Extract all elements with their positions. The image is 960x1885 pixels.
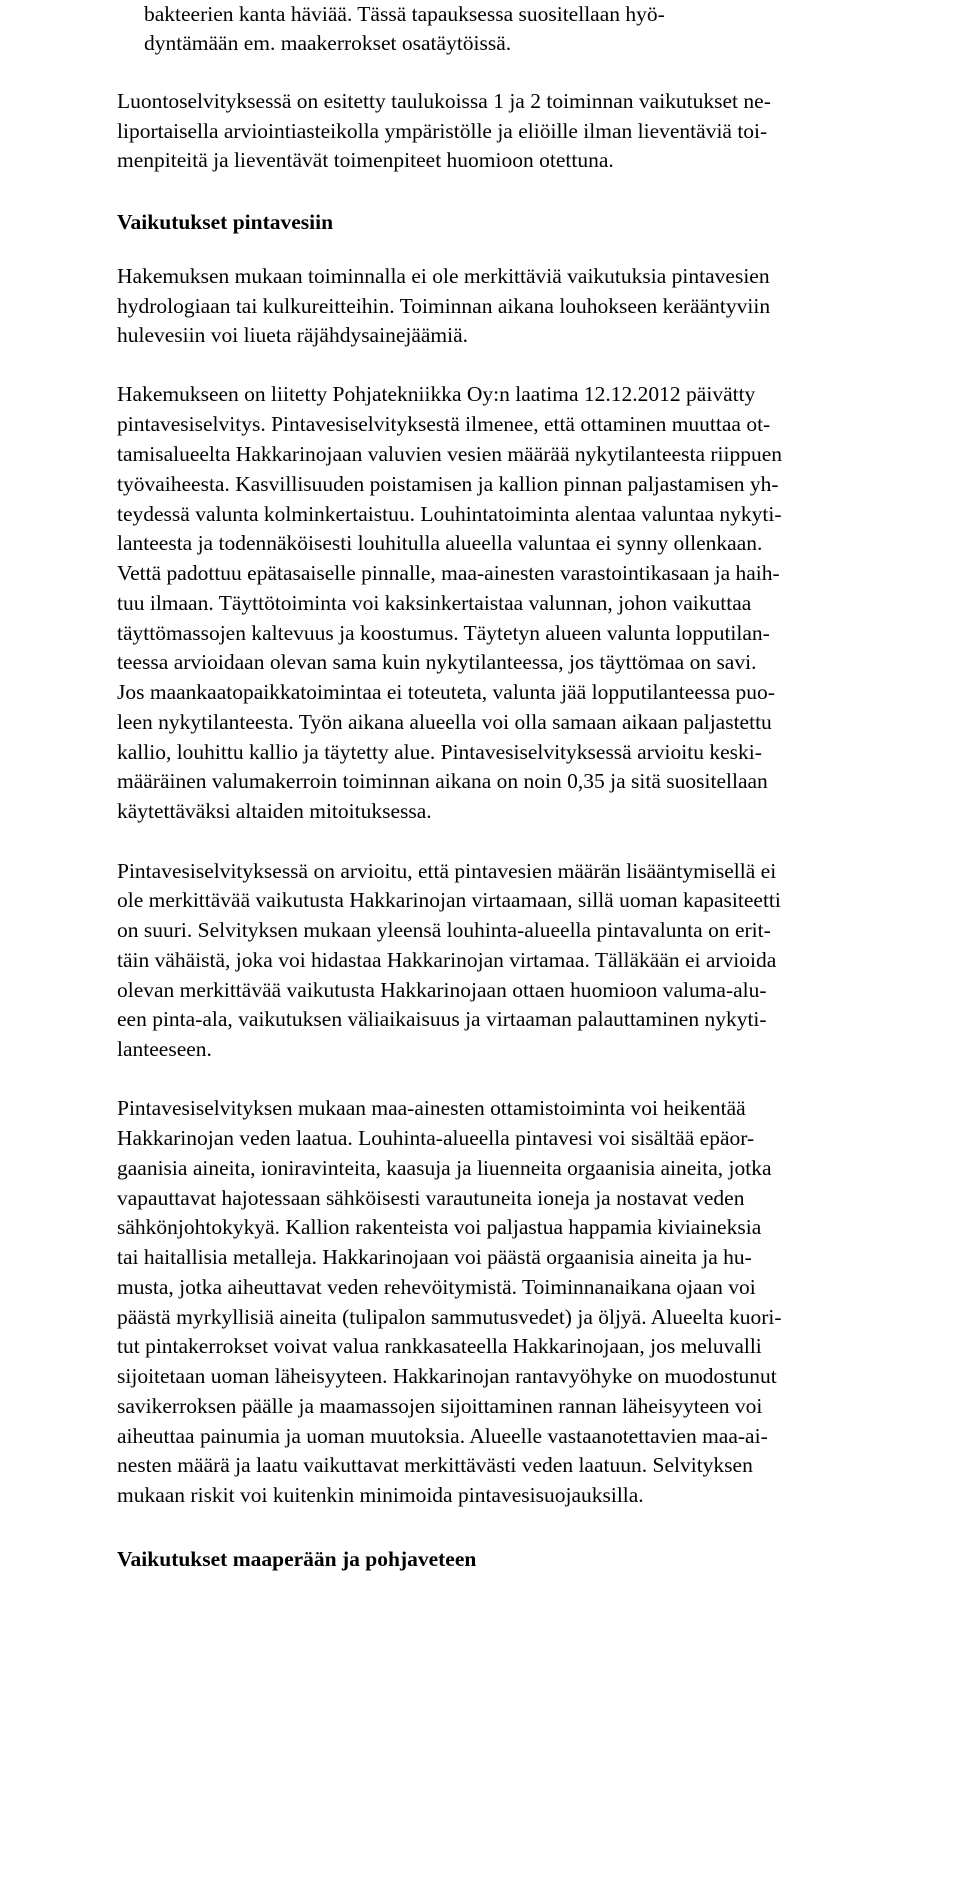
paragraph-line: lanteesta ja todennäköisesti louhitulla alueella valuntaa ei synny ollenkaan. (117, 531, 763, 555)
paragraph-line: dyntämään em. maakerrokset osatäytöissä. (144, 31, 512, 55)
paragraph-line: määräinen valumakerroin toiminnan aikana on noin 0,35 ja sitä suositellaan (117, 769, 768, 793)
paragraph-line: nesten määrä ja laatu vaikuttavat merkittävästi veden laatuun. Selvityksen (117, 1453, 753, 1477)
paragraph-line: teydessä valunta kolminkertaistuu. Louhintatoiminta alentaa valuntaa nykyti- (117, 502, 782, 526)
paragraph-line: aiheuttaa painumia ja uoman muutoksia. Alueelle vastaanotettavien maa-ai- (117, 1424, 768, 1448)
paragraph-line: kallio, louhittu kallio ja täytetty alue. Pintavesiselvityksessä arvioitu keski- (117, 740, 762, 764)
paragraph-line: olevan merkittävää vaikutusta Hakkarinojaan ottaen huomioon valuma-alu- (117, 978, 767, 1002)
paragraph-line: bakteerien kanta häviää. Tässä tapauksessa suositellaan hyö- (144, 2, 665, 26)
paragraph-line: teessa arvioidaan olevan sama kuin nykytilanteessa, jos täyttömaa on savi. (117, 650, 757, 674)
paragraph-line: leen nykytilanteesta. Työn aikana alueella voi olla samaan aikaan paljastettu (117, 710, 772, 734)
paragraph-line: Jos maankaatopaikkatoimintaa ei toteuteta, valunta jää lopputilanteessa puo- (117, 680, 775, 704)
paragraph-line: gaanisia aineita, ioniravinteita, kaasuja ja liuenneita orgaanisia aineita, jotka (117, 1156, 772, 1180)
paragraph-line: hulevesiin voi liueta räjähdysainejäämiä. (117, 323, 469, 347)
paragraph-line: käytettäväksi altaiden mitoituksessa. (117, 799, 432, 823)
paragraph-line: on suuri. Selvityksen mukaan yleensä louhinta-alueella pintavalunta on erit- (117, 918, 771, 942)
paragraph-line: sähkönjohtokykyä. Kallion rakenteista voi paljastua happamia kiviaineksia (117, 1215, 762, 1239)
paragraph-line: savikerroksen päälle ja maamassojen sijoittaminen rannan läheisyyteen voi (117, 1394, 763, 1418)
section-heading-maaperaan: Vaikutukset maaperään ja pohjaveteen (117, 1547, 477, 1571)
paragraph-line: Hakkarinojan veden laatua. Louhinta-alueella pintavesi voi sisältää epäor- (117, 1126, 755, 1150)
paragraph-line: Pintavesiselvityksen mukaan maa-ainesten ottamistoiminta voi heikentää (117, 1096, 746, 1120)
paragraph-line: täin vähäistä, joka voi hidastaa Hakkarinojan virtamaa. Tälläkään ei arvioida (117, 948, 777, 972)
paragraph-line: mukaan riskit voi kuitenkin minimoida pintavesisuojauksilla. (117, 1483, 644, 1507)
paragraph-line: työvaiheesta. Kasvillisuuden poistamisen ja kallion pinnan paljastamisen yh- (117, 472, 779, 496)
paragraph-line: täyttömassojen kaltevuus ja koostumus. Täytetyn alueen valunta lopputilan- (117, 621, 770, 645)
paragraph-line: musta, jotka aiheuttavat veden rehevöitymistä. Toiminnanaikana ojaan voi (117, 1275, 756, 1299)
paragraph-line: vapauttavat hajotessaan sähköisesti varautuneita ioneja ja nostavat veden (117, 1186, 745, 1210)
paragraph-line: lanteeseen. (117, 1037, 212, 1061)
paragraph-line: hydrologiaan tai kulkureitteihin. Toiminnan aikana louhokseen kerääntyviin (117, 294, 771, 318)
paragraph-line: pintavesiselvitys. Pintavesiselvityksestä ilmenee, että ottaminen muuttaa ot- (117, 412, 771, 436)
paragraph-line: tai haitallisia metalleja. Hakkarinojaan voi päästä orgaanisia aineita ja hu- (117, 1245, 752, 1269)
paragraph-line: tamisalueelta Hakkarinojaan valuvien vesien määrää nykytilanteesta riippuen (117, 442, 783, 466)
paragraph-line: een pinta-ala, vaikutuksen väliaikaisuus ja virtaaman palauttaminen nykyti- (117, 1007, 767, 1031)
paragraph-line: menpiteitä ja lieventävät toimenpiteet huomioon otettuna. (117, 148, 614, 172)
paragraph-line: päästä myrkyllisiä aineita (tulipalon sammutusvedet) ja öljyä. Alueelta kuori- (117, 1305, 782, 1329)
section-heading-pintavesiin: Vaikutukset pintavesiin (117, 210, 334, 234)
paragraph-line: Hakemukseen on liitetty Pohjatekniikka Oy:n laatima 12.12.2012 päivätty (117, 382, 756, 406)
paragraph-line: sijoitetaan uoman läheisyyteen. Hakkarinojan rantavyöhyke on muodostunut (117, 1364, 777, 1388)
paragraph-line: tuu ilmaan. Täyttötoiminta voi kaksinkertaistaa valunnan, johon vaikuttaa (117, 591, 752, 615)
paragraph-line: Pintavesiselvityksessä on arvioitu, että pintavesien määrän lisääntymisellä ei (117, 859, 777, 883)
paragraph-line: Luontoselvityksessä on esitetty taulukoissa 1 ja 2 toiminnan vaikutukset ne- (117, 89, 771, 113)
paragraph-line: ole merkittävää vaikutusta Hakkarinojan virtaamaan, sillä uoman kapasiteetti (117, 888, 781, 912)
paragraph-line: Hakemuksen mukaan toiminnalla ei ole merkittäviä vaikutuksia pintavesien (117, 264, 770, 288)
paragraph-line: tut pintakerrokset voivat valua rankkasateella Hakkarinojaan, jos meluvalli (117, 1334, 762, 1358)
paragraph-line: Vettä padottuu epätasaiselle pinnalle, maa-ainesten varastointikasaan ja haih- (117, 561, 780, 585)
paragraph-line: liportaisella arviointiasteikolla ympäristölle ja eliöille ilman lieventäviä toi- (117, 119, 768, 143)
